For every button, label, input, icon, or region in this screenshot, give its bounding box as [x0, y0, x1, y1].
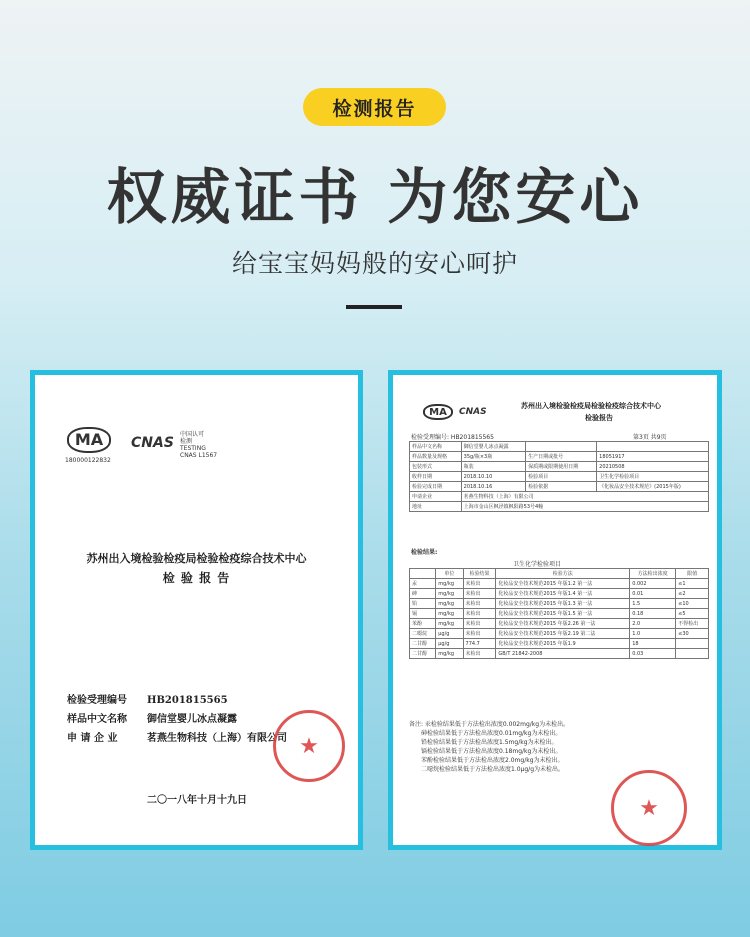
field-receipt-no: 检验受理编号 HB201815565 [67, 695, 228, 706]
notes-block: 备注: 汞检验结果低于方法检出浓度0.002mg/kg为未检出。 砷检验结果低于方法检出浓度0.01mg/kg为未检出。 铅检验结果低于方法检出浓度1.5mg/kg为未检出。 镉检验结果低于方法检出浓度0.18mg/kg为未检出。 苯酚检验结果低于方法检出浓度2.0mg/kg为未检出。 二噁烷检验结果低于方法检出浓度1.0μg/g为未检出。 [409, 721, 570, 773]
table-row: 样品数量及规格 35g/瓶×3瓶 生产日期或批号 18051917 [410, 452, 709, 462]
org-title: 苏州出入境检验检疫局检验检疫综合技术中心 [86, 552, 307, 565]
ma-logo: MA [423, 404, 453, 420]
report-title: 检 验 报 告 [162, 571, 231, 585]
table-row: 汞 mg/kg 未检出 化妆品安全技术规范2015 年版1.2 第一法 0.002 ≤1 [410, 579, 709, 589]
field-applicant: 申 请 企 业 茗燕生物科技（上海）有限公司 [67, 733, 287, 744]
table-row: 包装形式 瓶装 保质期或限期使用日期 20210508 [410, 462, 709, 472]
results-subtitle: 卫生化学检验项目 [513, 561, 562, 568]
sample-info-table [409, 441, 709, 512]
results-table [409, 568, 709, 659]
field-sample-name: 样品中文名称 御信堂婴儿冰点凝露 [67, 714, 237, 725]
table-row: 二甘醇 mg/kg 未检出 GB/T 21842-2008 0.03 [410, 649, 709, 659]
table-row: 收样日期 2018.10.10 检验项目 卫生化学检验项目 [410, 472, 709, 482]
table-row: 铅 mg/kg 未检出 化妆品安全技术规范2015 年版1.3 第一法 1.5 ≤10 [410, 599, 709, 609]
receipt-no: 检验受理编号: HB201815565 [411, 434, 494, 441]
org-title: 苏州出入境检验检疫局检验检疫综合技术中心 [521, 401, 661, 410]
table-row: 检验完成日期 2018.10.16 检验依据 《化妆品安全技术规范》(2015年版) [410, 482, 709, 492]
table-row: 二噁烷 μg/g 未检出 化妆品安全技术规范2015 年版2.19 第二法 1.0 ≤30 [410, 629, 709, 639]
stamp-star-icon: ★ [639, 795, 659, 821]
table-row: 地址 上海市金山区枫泾镇枫阳路53号4幢 [410, 502, 709, 512]
page-headline: 权威证书 为您安心 [106, 163, 644, 233]
report-detail-card [388, 370, 722, 850]
report-title: 检验报告 [585, 413, 613, 422]
stamp-star-icon: ★ [299, 733, 319, 759]
report-date: 二〇一八年十月十九日 [147, 795, 247, 806]
report-badge: 检测报告 [303, 88, 446, 126]
table-row: 苯酚 mg/kg 未检出 化妆品安全技术规范2015 年版2.26 第一法 2.0 不得检出 [410, 619, 709, 629]
cnas-info: 中国认可 检测 TESTING CNAS L1567 [180, 431, 218, 459]
table-header-row: 单位 检验结果 检验方法 方法检出浓度 限值 [410, 569, 709, 579]
table-row: 样品中文名称 御信堂婴儿冰点凝露 [410, 442, 709, 452]
official-stamp [611, 770, 687, 846]
page-subtitle: 给宝宝妈妈般的安心呵护 [231, 249, 518, 278]
table-row: 镉 mg/kg 未检出 化妆品安全技术规范2015 年版1.5 第一法 0.18 ≤5 [410, 609, 709, 619]
page-no: 第3页 共9页 [633, 434, 667, 441]
cnas-logo: CNAS [459, 407, 487, 417]
divider-bar [346, 305, 402, 309]
ma-logo: MA [67, 427, 111, 453]
results-label: 检验结果: [411, 549, 438, 556]
table-row: 砷 mg/kg 未检出 化妆品安全技术规范2015 年版1.4 第一法 0.01 ≤2 [410, 589, 709, 599]
table-row: 申请企业 茗燕生物科技（上海）有限公司 [410, 492, 709, 502]
official-stamp [273, 710, 345, 782]
cnas-logo: CNAS [131, 435, 174, 451]
report-cover-card [30, 370, 363, 850]
table-row: 二甘醇 μg/g 774.7 化妆品安全技术规范2015 年版1.9 18 [410, 639, 709, 649]
ma-number: 180000122832 [65, 457, 111, 464]
